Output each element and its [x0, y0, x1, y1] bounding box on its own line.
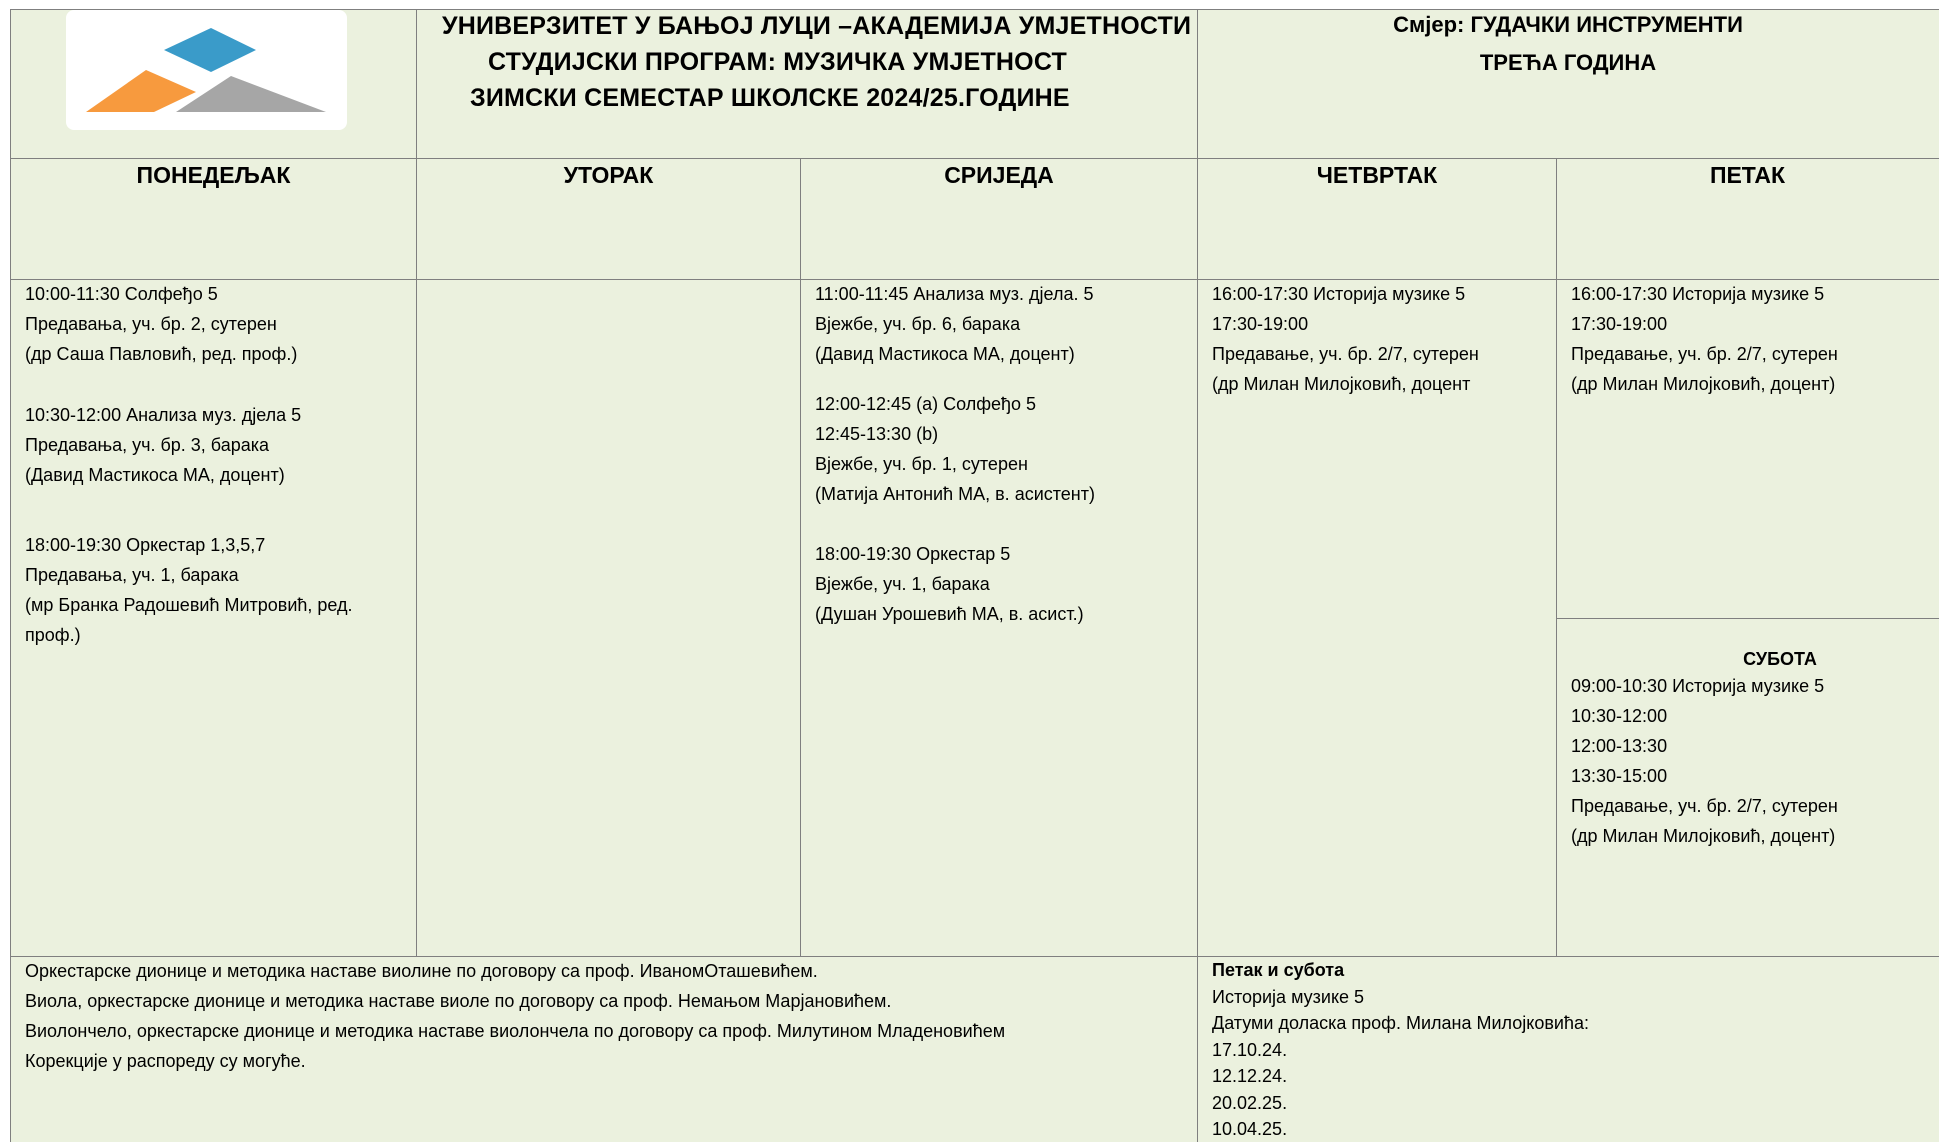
- visit-date: 20.02.25.: [1212, 1092, 1288, 1113]
- wednesday-entry-orchestra: [815, 539, 1084, 629]
- note-line: Оркестарске дионице и методика наставе виолине по договору са проф. ИваномОташевићем.: [25, 961, 818, 981]
- entry-line: Предавање, уч. бр. 2/7, сутерен: [1212, 344, 1479, 364]
- entry-line: 10:00-11:30 Солфеђо 5: [25, 284, 218, 304]
- entry-line: (Душан Урошевић МА, в. асист.): [815, 604, 1084, 624]
- wednesday-entry-analysis: [815, 279, 1093, 369]
- monday-entry-orchestra: [25, 530, 353, 650]
- semester-title: ЗИМСКИ СЕМЕСТАР ШКОЛСКЕ 2024/25.ГОДИНЕ: [470, 84, 1070, 112]
- entry-line: (др Саша Павловић, ред. проф.): [25, 344, 298, 364]
- friday-entry-music-history: [1571, 279, 1838, 399]
- direction-label: Смјер: ГУДАЧКИ ИНСТРУМЕНТИ: [1393, 12, 1743, 37]
- entry-line: 18:00-19:30 Оркестар 1,3,5,7: [25, 535, 266, 555]
- entry-line: (Давид Мастикоса МА, доцент): [815, 344, 1075, 364]
- day-thursday: ЧЕТВРТАК: [1316, 162, 1438, 188]
- note-title: Петак и субота: [1212, 960, 1345, 980]
- entry-line: (др Милан Милојковић, доцент): [1571, 826, 1836, 846]
- saturday-entry-music-history: [1571, 671, 1838, 851]
- entry-line: Вјежбе, уч. бр. 1, сутерен: [815, 454, 1028, 474]
- monday-entry-analysis: [25, 400, 301, 490]
- entry-line: 10:30-12:00 Анализа муз. дјела 5: [25, 405, 302, 425]
- entry-line: 11:00-11:45 Анализа муз. дјела. 5: [815, 284, 1094, 304]
- monday-entry-solfeggio: [25, 279, 297, 369]
- entry-line: Предавања, уч. 1, барака: [25, 565, 239, 585]
- entry-line: 10:30-12:00: [1571, 706, 1668, 726]
- entry-line: 16:00-17:30 Историја музике 5: [1571, 284, 1825, 304]
- entry-line: (мр Бранка Радошевић Митровић, ред.: [25, 595, 353, 615]
- entry-line: Вјежбе, уч. 1, барака: [815, 574, 990, 594]
- study-program-title: СТУДИЈСКИ ПРОГРАМ: МУЗИЧКА УМЈЕТНОСТ: [488, 48, 1067, 76]
- entry-line: 09:00-10:30 Историја музике 5: [1571, 676, 1825, 696]
- note-line: Виолончело, оркестарске дионице и методика наставе виолончела по договору са проф. Милутином Младеновићем: [25, 1021, 1006, 1041]
- note-line: Историја музике 5: [1212, 986, 1365, 1007]
- day-saturday: СУБОТА: [1743, 649, 1817, 669]
- entry-line: Предавања, уч. бр. 2, сутерен: [25, 314, 277, 334]
- day-wednesday: СРИЈЕДА: [944, 162, 1054, 188]
- visit-date: 12.12.24.: [1212, 1066, 1288, 1086]
- wednesday-entry-solfeggio: [815, 389, 1095, 509]
- entry-line: Предавања, уч. бр. 3, барака: [25, 435, 270, 455]
- academy-logo-icon: [66, 10, 347, 130]
- entry-line: (Давид Мастикоса МА, доцент): [25, 465, 285, 485]
- year-label: ТРЕЋА ГОДИНА: [1479, 50, 1657, 75]
- entry-line: 16:00-17:30 Историја музике 5: [1212, 284, 1466, 304]
- entry-line: 18:00-19:30 Оркестар 5: [815, 544, 1011, 564]
- entry-line: 13:30-15:00: [1571, 766, 1668, 786]
- day-friday: ПЕТАК: [1709, 162, 1786, 188]
- entry-line: 12:00-13:30: [1571, 736, 1668, 756]
- university-title: УНИВЕРЗИТЕТ У БАЊОЈ ЛУЦИ –АКАДЕМИЈА УМЈЕТНОСТИ: [442, 12, 1192, 40]
- schedule-notes: [25, 956, 1005, 1076]
- day-tuesday: УТОРАК: [563, 162, 654, 188]
- note-line: Корекције у распореду су могуће.: [25, 1051, 306, 1071]
- entry-line: Предавање, уч. бр. 2/7, сутерен: [1571, 796, 1838, 816]
- entry-line: (др Милан Милојковић, доцент: [1212, 374, 1471, 394]
- entry-line: 17:30-19:00: [1571, 314, 1668, 334]
- note-line: Датуми доласка проф. Милана Милојковића:: [1212, 1013, 1589, 1033]
- entry-line: (Матија Антонић МА, в. асистент): [815, 484, 1095, 504]
- note-line: Виола, оркестарске дионице и методика наставе виоле по договору са проф. Немањом Марјановићем.: [25, 991, 892, 1011]
- entry-line: Предавање, уч. бр. 2/7, сутерен: [1571, 344, 1838, 364]
- entry-line: 12:45-13:30 (b): [815, 424, 939, 444]
- logo: [66, 10, 347, 130]
- tuesday-cell: [416, 279, 801, 957]
- visit-date: 17.10.24.: [1212, 1039, 1288, 1060]
- entry-line: 12:00-12:45 (а) Солфеђо 5: [815, 394, 1037, 414]
- thursday-entry-music-history: [1212, 279, 1479, 399]
- entry-line: Вјежбе, уч. бр. 6, барака: [815, 314, 1021, 334]
- entry-line: 17:30-19:00: [1212, 314, 1309, 334]
- visit-date: 10.04.25.: [1212, 1119, 1288, 1139]
- entry-line: проф.): [25, 625, 81, 645]
- day-monday: ПОНЕДЕЉАК: [136, 162, 291, 188]
- friday-saturday-note: [1212, 957, 1589, 1143]
- entry-line: (др Милан Милојковић, доцент): [1571, 374, 1836, 394]
